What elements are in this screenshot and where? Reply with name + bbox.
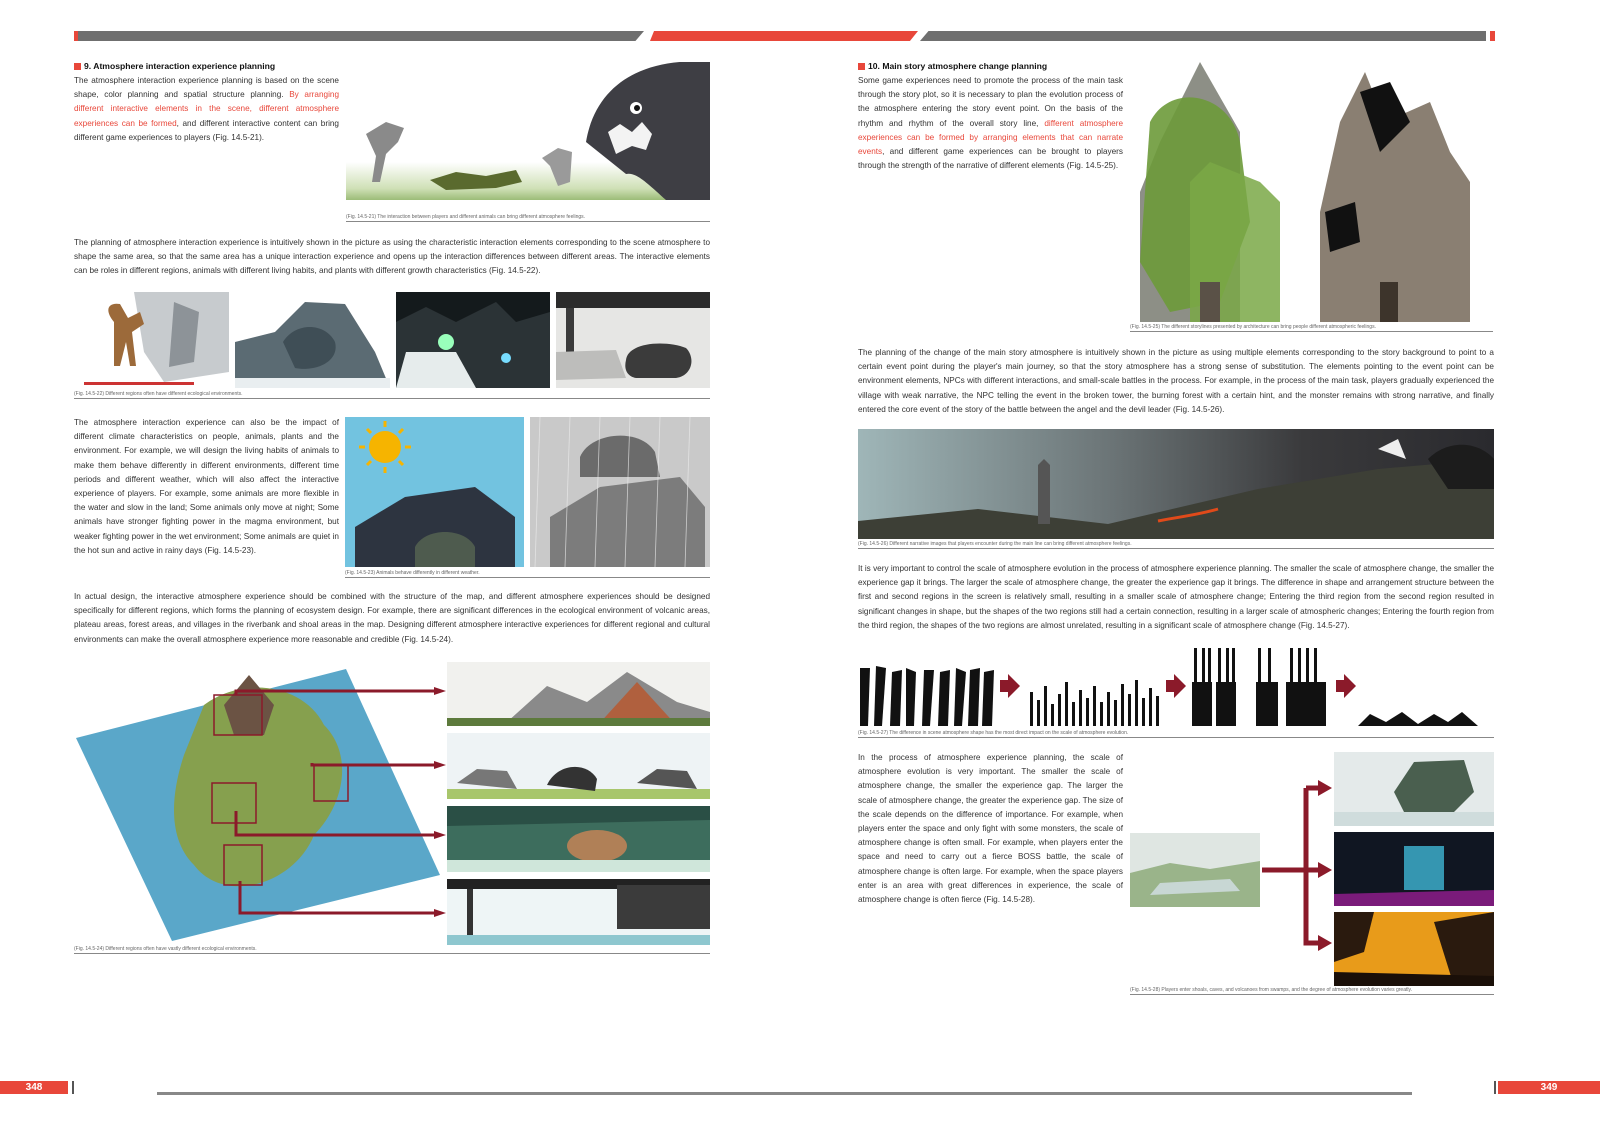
top-bar-left [74, 31, 644, 41]
fig-24-panel-wolves [447, 733, 710, 799]
page-number-right: 349 [1498, 1081, 1600, 1094]
section-9-paragraph-4: In actual design, the interactive atmosphere experience should be combined with the structure of the map, and different atmosphere experiences should be designed specifically for different regions, which forms the planning of ecosystem design. For example, there are significant differences in the ecological environment of volcanic areas, plateau areas, forest areas, and villages in the riverbank and shoal areas in the map. Designing different atmosphere interactive experiences for different regional and cultural environments can make the overall atmosphere experience more reasonable and credible (Fig. 14.5-24). [74, 592, 710, 644]
fig-22-caption: (Fig. 14.5-22) Different regions often have different ecological environments. [74, 391, 710, 399]
fig-28-panel-volcano [1334, 912, 1494, 986]
p1-text-highlight: different atmosphere experiences can be formed by arranging elements that can narrate events [858, 118, 1123, 157]
fig-23-panel-sunny [345, 417, 524, 567]
top-bar-start-accent [74, 31, 78, 41]
fig-28-panel-swamp [1130, 833, 1260, 907]
footer-rule [157, 1092, 1412, 1095]
p1-text-b: , and different game experiences can be brought to players through the strength of the narrative of different elements (Fig. 14.5-25). [858, 147, 1123, 171]
fig-26-caption: (Fig. 14.5-26) Different narrative images that players encounter during the main line can bring different atmosphere feelings. [858, 541, 1494, 549]
fig-25-houses [1130, 62, 1495, 322]
fig-24-caption: (Fig. 14.5-24) Different regions often have vastly different ecological environments. [74, 946, 710, 954]
fig-28-caption: (Fig. 14.5-28) Players enter shoals, caves, and volcanoes from swamps, and the degree of atmosphere evolution varies greatly. [1130, 987, 1494, 995]
p1-text-b: , and different interactive content can bring different game experiences to players (Fig. 14.5-21). [74, 118, 339, 142]
section-9-paragraph-1 [74, 74, 339, 145]
heading-marker-icon [74, 63, 81, 70]
fig-28-panel-cave [1334, 832, 1494, 906]
fig-22-panel-dino [235, 292, 390, 388]
section-10-heading [858, 61, 1128, 71]
fig-22-panel-boar [556, 292, 710, 388]
fig-22-panel-cave [396, 292, 550, 388]
fig-24-panel-forest [447, 806, 710, 872]
footer-divider-right [1494, 1081, 1496, 1094]
p1-text-highlight: By arranging different interactive elements in the scene, different atmosphere experiences can be formed [74, 90, 339, 128]
section-10-paragraph-3: It is very important to control the scale of atmosphere evolution in the process of atmosphere experience planning. The smaller the scale of atmosphere change, the smaller the experience gap it brings. The larger the scale of atmosphere change, the greater the experience gap it brings. The difference in shape and arrangement structure between the first and second regions in the screen is relatively small, resulting in a smaller scale of atmosphere change; Entering the third region from the second region resulted in significant changes in shape, but the shapes of the two regions still had a certain connection, resulting in a larger scale of atmospheric changes; Entering the fourth region from the third region, the shapes of the two regions are almost unrelated, resulting in a significant scale of atmosphere change (Fig. 14.5-27). [858, 564, 1494, 630]
footer-divider-left [72, 1081, 74, 1094]
section-9-title: 9. Atmosphere interaction experience planning [84, 61, 276, 71]
top-bar-end-accent [1490, 31, 1495, 41]
top-bar-accent [650, 31, 918, 41]
fig-21-illustration [346, 62, 710, 212]
fig-27-caption: (Fig. 14.5-27) The difference in scene atmosphere shape has the most direct impact on the scale of atmosphere evolution. [858, 730, 1494, 738]
fig-24-panel-volcano [447, 662, 710, 726]
page-number-left: 348 [0, 1081, 68, 1094]
fig-26-panorama [858, 429, 1494, 539]
fig-27-shapes [858, 642, 1494, 728]
section-10-paragraph-4: In the process of atmosphere experience planning, the scale of atmosphere evolution is very important. The smaller the scale of atmosphere change, the smaller the experience gap. The larger the scale of atmosphere change, the greater the experience gap. The size of the scale depends on the difference of importance. For example, when players enter the space and only fight with some monsters, the scale of atmosphere change is often small. For example, when players enter the space and need to carry out a fierce BOSS battle, the scale of atmosphere change is often large. For example, when the space players enter is an area with great differences in experience, the scale of atmosphere change is often fierce (Fig. 14.5-28). [858, 753, 1123, 905]
p1-text-a: The atmosphere interaction experience planning is based on the scene shape, color planning and spatial structure planning. [74, 76, 339, 100]
fig-24-panel-village [447, 879, 710, 945]
fig-28-panel-shoal [1334, 752, 1494, 826]
fig-22-panel-deer [74, 292, 229, 388]
fig-28-arrows [1262, 758, 1332, 958]
p1-text-a: Some game experiences need to promote the process of the main task through the story plot, so it is necessary to plan the evolution process of the atmosphere entering the story event point. On the basis of the rhythm and rhythm of the overall story line, [858, 76, 1123, 128]
fig-21-caption: (Fig. 14.5-21) The interaction between players and different animals can bring different atmosphere feelings. [346, 214, 710, 222]
fig-25-caption: (Fig. 14.5-25) The different storylines presented by architecture can bring people different atmospheric feelings. [1130, 324, 1493, 332]
fig-23-panel-rainy [530, 417, 710, 567]
section-9-paragraph-2: The planning of atmosphere interaction experience is intuitively shown in the picture as using the characteristic interaction elements corresponding to the scene atmosphere to shape the same area, so that the same area has a unique interaction experience and opens up the interaction differences between different areas. The interactive elements can be roles in different regions, animals with different living habits, and plants with different growth characteristics (Fig. 14.5-22). [74, 238, 710, 276]
top-bar-right [920, 31, 1486, 41]
fig-23-caption: (Fig. 14.5-23) Animals behave differently in different weather. [345, 570, 710, 578]
section-10-paragraph-1 [858, 74, 1123, 173]
section-9-heading [74, 61, 344, 71]
section-9-paragraph-3: The atmosphere interaction experience can also be the impact of different climate characteristics on people, animals, plants and the environment. For example, we will design the living habits of animals to make them behave differently in different environments, different time periods and different weather, which will also affect the interactive experience of players. For example, some animals are more flexible in the water and slow in the land; Some animals only move at night; Some animals have stronger fighting power in the magma environment, but weaker fighting power in the wet environment; Some animals are quiet in the hot sun and active in rainy days (Fig. 14.5-23). [74, 418, 339, 555]
heading-marker-icon [858, 63, 865, 70]
section-10-title: 10. Main story atmosphere change planning [868, 61, 1048, 71]
section-10-paragraph-2: The planning of the change of the main story atmosphere is intuitively shown in the picture as using multiple elements corresponding to the story background to point to a certain event point during the player's main journey, so that the story atmosphere has a strong sense of substitution. The elements pointing to the event point can be environment elements, NPCs with different interactions, and small-scale battles in the process. For example, in the process of the main task, players gradually experienced the village with weak narrative, the NPC telling the event in the broken tower, the burning forest with a certain hint, and the monster remains with strong narrative, and finally entered the core event of the story of the battle between the angel and the devil leader (Fig. 14.5-26). [858, 348, 1494, 414]
